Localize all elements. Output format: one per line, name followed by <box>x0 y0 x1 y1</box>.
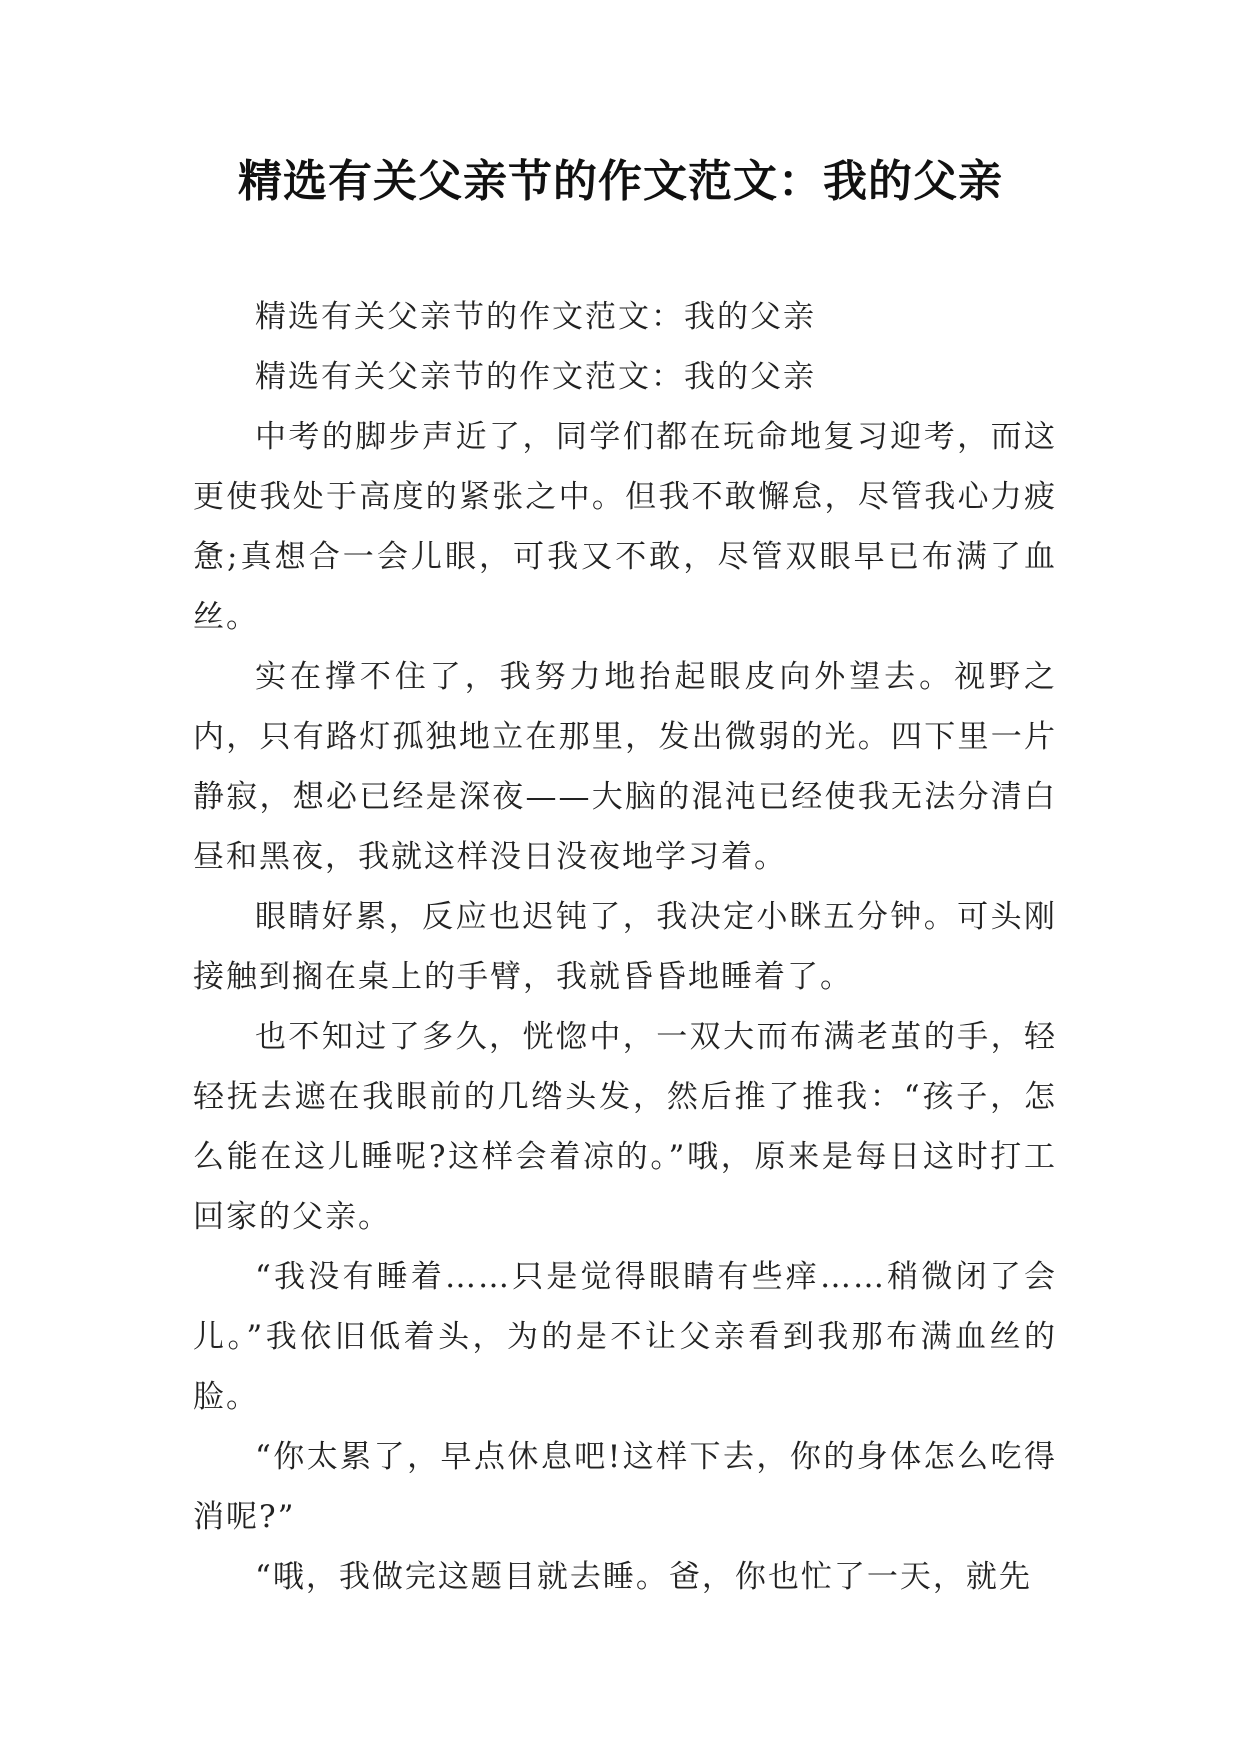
document-body <box>193 287 1057 1607</box>
paragraph: 眼睛好累，反应也迟钝了，我决定小眯五分钟。可头刚接触到搁在桌上的手臂，我就昏昏地睡着了。 <box>193 899 1057 995</box>
paragraph: 精选有关父亲节的作文范文：我的父亲 <box>255 299 816 335</box>
paragraph: 中考的脚步声近了，同学们都在玩命地复习迎考，而这更使我处于高度的紧张之中。但我不敢懈怠，尽管我心力疲惫;真想合一会儿眼，可我又不敢，尽管双眼早已布满了血丝。 <box>193 419 1057 635</box>
document-title: 精选有关父亲节的作文范文：我的父亲 <box>238 156 1003 207</box>
paragraph: 实在撑不住了，我努力地抬起眼皮向外望去。视野之内，只有路灯孤独地立在那里，发出微弱的光。四下里一片静寂，想必已经是深夜——大脑的混沌已经使我无法分清白昼和黑夜，我就这样没日没夜地学习着。 <box>193 659 1057 875</box>
paragraph: “你太累了，早点休息吧!这样下去，你的身体怎么吃得消呢?” <box>193 1439 1057 1535</box>
paragraph: 也不知过了多久，恍惚中，一双大而布满老茧的手，轻轻抚去遮在我眼前的几绺头发，然后推了推我：“孩子，怎么能在这儿睡呢?这样会着凉的。”哦，原来是每日这时打工回家的父亲。 <box>193 1019 1057 1235</box>
paragraph: “我没有睡着……只是觉得眼睛有些痒……稍微闭了会儿。”我依旧低着头，为的是不让父亲看到我那布满血丝的脸。 <box>193 1259 1057 1415</box>
paragraph: “哦，我做完这题目就去睡。爸，你也忙了一天，就先 <box>255 1559 1032 1595</box>
paragraph: 精选有关父亲节的作文范文：我的父亲 <box>255 359 816 395</box>
